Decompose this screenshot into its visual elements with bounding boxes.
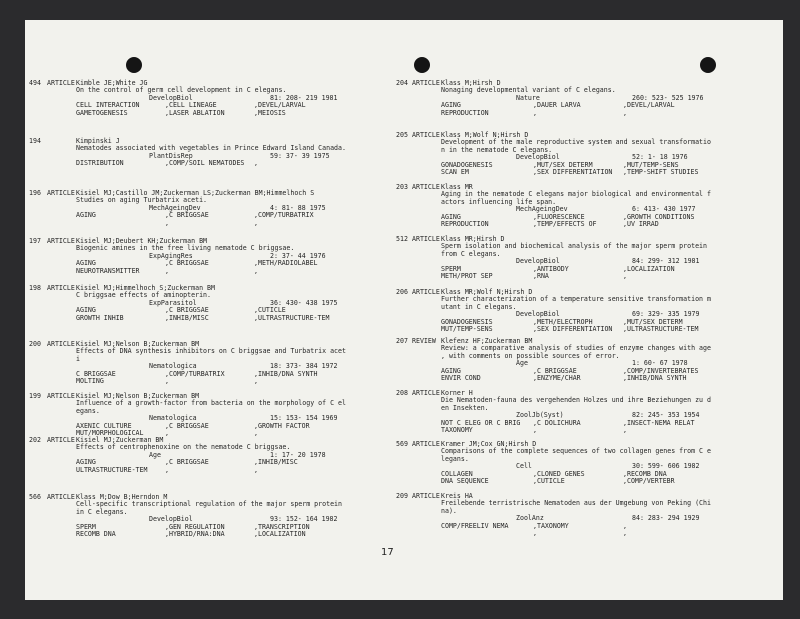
entry-code: 199: [29, 392, 41, 400]
entry-title: Comparisons of the complete sequences of two collagen genes from C e: [441, 447, 711, 456]
entry-code: 200: [29, 340, 41, 348]
keyword: ,DEVEL/LARVAL: [254, 101, 306, 110]
keyword: AGING: [76, 259, 96, 268]
entry-authors: Kisiel MJ;Nelson B;Zuckerman BM: [76, 392, 200, 400]
entry-type: ARTICLE: [47, 284, 75, 292]
keyword: SCAN EM: [441, 167, 469, 176]
keyword: ,CELL LINEAGE: [165, 101, 217, 110]
keyword-row: [396, 523, 781, 530]
entry-type: ARTICLE: [47, 392, 75, 400]
journal-name: PlantDisRep: [149, 151, 193, 160]
keyword: ,: [623, 528, 627, 537]
keyword: ,CUTICLE: [254, 306, 286, 315]
keyword: DISTRIBUTION: [76, 159, 124, 168]
bibliography-entry: [396, 390, 781, 434]
keyword: ,: [623, 108, 627, 117]
keyword-row: [29, 220, 389, 227]
journal-name: Nature: [516, 93, 540, 102]
keyword: MUT/MORPHOLOGICAL: [76, 428, 144, 437]
keyword: COMP/FREELIV NEMA: [441, 521, 509, 530]
journal-name: ExpParasitol: [149, 298, 197, 307]
journal-name: Cell: [516, 462, 532, 471]
citation: 84: 299- 312 1981: [632, 257, 700, 266]
entry-type: ARTICLE: [47, 79, 75, 87]
keyword: ,C BRIGGSAE: [165, 421, 209, 430]
keyword: ,LOCALIZATION: [623, 264, 675, 273]
journal-name: Age: [149, 450, 161, 459]
keyword: ,FLUORESCENCE: [533, 212, 585, 221]
entry-title: Freilebende terristrische Nematoden aus der Umgebung von Peking (Chi: [441, 499, 711, 508]
entry-code: 197: [29, 237, 41, 245]
citation: 4: 81- 88 1975: [270, 203, 326, 212]
entry-code: 196: [29, 189, 41, 197]
keyword: ,: [254, 159, 258, 168]
keyword: ENVIR COND: [441, 373, 481, 382]
keyword: AGING: [76, 211, 96, 220]
keyword: ,ENZYME/CHAR: [533, 373, 581, 382]
keyword: AGING: [441, 366, 461, 375]
entry-title-continued: legans.: [441, 454, 469, 463]
entry-line: [396, 405, 781, 412]
keyword: ,MUT/SEX DETERM: [623, 317, 683, 326]
entry-type: ARTICLE: [412, 492, 440, 500]
keyword: ,MEIOSIS: [254, 108, 286, 117]
keyword: ,LOCALIZATION: [254, 529, 306, 538]
keyword-row: [396, 478, 781, 485]
bibliography-entry: [29, 138, 389, 168]
journal-name: DevelopBiol: [516, 257, 560, 266]
keyword: ,: [254, 465, 258, 474]
entry-line: [396, 147, 781, 154]
citation: 36: 430- 438 1975: [270, 298, 338, 307]
entry-title-continued: , with comments on possible sources of error.: [441, 351, 620, 360]
journal-name: DevelopBiol: [516, 310, 560, 319]
keyword: ,: [165, 218, 169, 227]
entry-type: ARTICLE: [47, 189, 75, 197]
entry-type: REVIEW: [412, 337, 436, 345]
entry-line: [396, 353, 781, 360]
journal-name: ZoolJb(Syst): [516, 411, 564, 420]
citation: 260: 523- 525 1976: [632, 93, 704, 102]
keyword: ,INSECT-NEMA RELAT: [623, 418, 695, 427]
entry-type: ARTICLE: [412, 389, 440, 397]
keyword: ,TRANSCRIPTION: [254, 522, 310, 531]
keyword-row: [396, 169, 781, 176]
keyword: ,GROWTH CONDITIONS: [623, 212, 695, 221]
entry-type: ARTICLE: [412, 131, 440, 139]
keyword: ,C BRIGGSAE: [165, 211, 209, 220]
entry-authors: Kisiel MJ;Zuckerman BM: [76, 436, 164, 444]
entry-title: Aging in the nematode C elegans major biological and environmental f: [441, 190, 711, 199]
keyword: SPERM: [76, 522, 96, 531]
keyword: ,METH/RADIOLABEL: [254, 259, 318, 268]
keyword: ,: [165, 266, 169, 275]
entry-authors: Klass M;Hirsh D: [441, 79, 501, 87]
keyword: ,: [165, 428, 169, 437]
keyword: ,LASER ABLATION: [165, 108, 225, 117]
keyword: ,: [533, 425, 537, 434]
entry-line: [29, 444, 389, 451]
keyword-row: [396, 273, 781, 280]
citation: 1: 17- 20 1978: [270, 450, 326, 459]
entry-type: ARTICLE: [47, 493, 75, 501]
keyword-row: [29, 467, 389, 474]
keyword-row: [29, 378, 389, 385]
keyword: ,: [533, 108, 537, 117]
entry-type: ARTICLE: [47, 237, 75, 245]
keyword-row: [396, 221, 781, 228]
entry-title: Cell-specific transcriptional regulation of the major sperm protein: [76, 500, 342, 509]
entry-title: Nematodes associated with vegetables in Prince Edward Island Canada.: [76, 144, 346, 153]
keyword-row: [396, 110, 781, 117]
bibliography-entry: [29, 437, 389, 474]
entry-authors: Klass MR: [441, 183, 473, 191]
entry-line: [29, 245, 389, 252]
keyword: REPRODUCTION: [441, 108, 489, 117]
citation: 6: 413- 430 1977: [632, 205, 696, 214]
keyword-row: [396, 326, 781, 333]
keyword: ,DEVEL/LARVAL: [623, 101, 675, 110]
bibliography-entry: [29, 285, 389, 322]
citation: 81: 208- 219 1981: [270, 93, 338, 102]
entry-title-continued: in C elegans.: [76, 507, 128, 516]
journal-name: MechAgeingDev: [516, 205, 568, 214]
keyword: ,RECOMB DNA: [623, 469, 667, 478]
keyword: ,C BRIGGSAE: [165, 306, 209, 315]
keyword-row: [396, 530, 781, 537]
citation: 18: 373- 384 1972: [270, 362, 338, 371]
keyword: COLLAGEN: [441, 469, 473, 478]
keyword: GROWTH INHIB: [76, 313, 124, 322]
keyword: ,INHIB/MISC: [165, 313, 209, 322]
keyword-row: [29, 268, 389, 275]
keyword: REPRODUCTION: [441, 219, 489, 228]
keyword-row: [29, 110, 389, 117]
keyword: ,: [623, 521, 627, 530]
keyword: GONADOGENESIS: [441, 160, 493, 169]
entry-authors: Kisiel MJ;Castillo JM;Zuckerman LS;Zuckerman BM;Himmelhoch S: [76, 189, 315, 197]
entry-code: 569: [396, 440, 408, 448]
keyword: C BRIGGSAE: [76, 369, 116, 378]
bibliography-entry: [396, 289, 781, 333]
keyword: ,SEX DIFFERENTIATION: [533, 167, 613, 176]
keyword: ,RNA: [533, 271, 549, 280]
entry-code: 208: [396, 389, 408, 397]
keyword-row: [396, 375, 781, 382]
entry-line: [396, 199, 781, 206]
journal-name: Age: [516, 359, 528, 368]
keyword: ,: [254, 266, 258, 275]
entry-code: 205: [396, 131, 408, 139]
entry-line: [396, 251, 781, 258]
keyword-row: [29, 531, 389, 538]
entry-title: Nonaging developmental variant of C elegans.: [441, 86, 616, 95]
entry-title-continued: utant in C elegans.: [441, 302, 517, 311]
entry-authors: Kramer JM;Cox GN;Hirsh D: [441, 440, 537, 448]
keyword: NOT C ELEG OR C BRIG: [441, 418, 521, 427]
entry-title: C briggsae effects of aminopterin.: [76, 291, 211, 300]
entry-code: 204: [396, 79, 408, 87]
keyword: ,GEN REGULATION: [165, 522, 225, 531]
citation: 82: 245- 353 1954: [632, 411, 700, 420]
entry-authors: Kisiel MJ;Nelson B;Zuckerman BM: [76, 340, 200, 348]
keyword: ,C BRIGGSAE: [165, 259, 209, 268]
keyword: ,COMP/SOIL NEMATODES: [165, 159, 245, 168]
entry-type: ARTICLE: [412, 288, 440, 296]
entry-title-continued: en Insekten.: [441, 403, 489, 412]
keyword: ,C BRIGGSAE: [533, 366, 577, 375]
entry-title: Sperm isolation and biochemical analysis of the major sperm protein: [441, 242, 707, 251]
entry-authors: Kimpinski J: [76, 137, 120, 145]
entry-authors: Klefenz HF;Zuckerman BM: [441, 337, 533, 345]
page-number: 17: [381, 547, 394, 558]
keyword: ,TEMP/EFFECTS OF: [533, 219, 597, 228]
keyword: AGING: [76, 306, 96, 315]
bibliography-entry: [396, 338, 781, 382]
bibliography-entry: [29, 80, 389, 117]
journal-name: DevelopBiol: [516, 153, 560, 162]
entry-authors: Klass MR;Hirsh D: [441, 235, 505, 243]
keyword: ULTRASTRUCTURE-TEM: [76, 465, 148, 474]
entry-line: [29, 348, 389, 355]
entry-authors: Kisiel MJ;Himmelhoch S;Zuckerman BM: [76, 284, 215, 292]
punch-hole: [126, 57, 142, 73]
entry-line: [29, 197, 389, 204]
keyword: ,: [165, 376, 169, 385]
keyword: ,CUTICLE: [533, 476, 565, 485]
keyword: TAXONOMY: [441, 425, 473, 434]
keyword: ,TEMP-SHIFT STUDIES: [623, 167, 699, 176]
entry-authors: Kimble JE;White JG: [76, 79, 148, 87]
keyword: ,MUT/TEMP-SENS: [623, 160, 679, 169]
keyword: ,C DOLICHURA: [533, 418, 581, 427]
punch-hole: [414, 57, 430, 73]
citation: 93: 152- 164 1982: [270, 515, 338, 524]
entry-code: 198: [29, 284, 41, 292]
journal-name: DevelopBiol: [149, 93, 193, 102]
entry-line: [396, 87, 781, 94]
entry-code: 512: [396, 235, 408, 243]
bibliography-entry: [396, 493, 781, 537]
entry-title-continued: egans.: [76, 406, 100, 415]
entry-type: ARTICLE: [412, 183, 440, 191]
keyword: AXENIC CULTURE: [76, 421, 132, 430]
entry-title: Review: a comparative analysis of studies of enzyme changes with age: [441, 344, 711, 353]
keyword: ,METH/ELECTROPH: [533, 317, 593, 326]
keyword: ,: [254, 376, 258, 385]
entry-authors: Korner H: [441, 389, 473, 397]
keyword: ,: [623, 271, 627, 280]
keyword: ,ULTRASTRUCTURE-TEM: [623, 324, 699, 333]
keyword: SPERM: [441, 264, 461, 273]
keyword: ,COMP/TURBATRIX: [254, 211, 314, 220]
entry-code: 566: [29, 493, 41, 501]
keyword: ,HYBRID/RNA:DNA: [165, 529, 225, 538]
entry-title: Influence of a growth-factor from bacteria on the morphology of C el: [76, 399, 346, 408]
entry-title-continued: actors influencing life span.: [441, 197, 557, 206]
journal-name: ExpAgingRes: [149, 251, 193, 260]
citation: 1: 60- 67 1978: [632, 359, 688, 368]
keyword: ,: [623, 425, 627, 434]
bibliography-entry: [29, 393, 389, 437]
entry-code: 494: [29, 79, 41, 87]
citation: 2: 37- 44 1976: [270, 251, 326, 260]
keyword: ,UV IRRAD: [623, 219, 659, 228]
keyword: AGING: [76, 458, 96, 467]
keyword: AGING: [441, 101, 461, 110]
keyword: ,DAUER LARVA: [533, 101, 581, 110]
entry-type: ARTICLE: [412, 440, 440, 448]
bibliography-entry: [396, 441, 781, 485]
keyword: MUT/TEMP-SENS: [441, 324, 493, 333]
entry-line: [29, 145, 389, 152]
keyword: AGING: [441, 212, 461, 221]
entry-code: 207: [396, 337, 408, 345]
entry-title: Biogenic amines in the free living nematode C briggsae.: [76, 244, 295, 253]
bibliography-entry: [29, 341, 389, 385]
keyword: ,CLONED GENES: [533, 469, 585, 478]
entry-title: Effects of centrophenoxine on the nematode C briggsae.: [76, 443, 291, 452]
entry-type: ARTICLE: [47, 340, 75, 348]
journal-name: DevelopBiol: [149, 515, 193, 524]
keyword: METH/PROT SEP: [441, 271, 493, 280]
entry-title: Further characterization of a temperature sensitive transformation m: [441, 295, 711, 304]
entry-code: 194: [29, 137, 41, 145]
journal-name: ZoolAnz: [516, 514, 544, 523]
citation: 69: 329- 335 1979: [632, 310, 700, 319]
keyword: ,: [254, 428, 258, 437]
keyword-row: [29, 212, 389, 219]
keyword: ,COMP/VERTEBR: [623, 476, 675, 485]
bibliography-entry: [396, 236, 781, 280]
keyword: RECOMB DNA: [76, 529, 116, 538]
keyword: ,TAXONOMY: [533, 521, 569, 530]
bibliography-entry: [396, 80, 781, 117]
bibliography-entry: [29, 494, 389, 538]
entry-line: [396, 304, 781, 311]
entry-title: Development of the male reproductive system and sexual transformatio: [441, 138, 711, 147]
entry-title-continued: i: [76, 354, 80, 363]
entry-code: 206: [396, 288, 408, 296]
keyword: ,ANTIBODY: [533, 264, 569, 273]
keyword: ,GROWTH FACTOR: [254, 421, 310, 430]
journal-name: MechAgeingDev: [149, 203, 201, 212]
citation: 84: 283- 294 1929: [632, 514, 700, 523]
keyword-row: [29, 160, 389, 167]
citation: 52: 1- 18 1976: [632, 153, 688, 162]
keyword: ,: [254, 218, 258, 227]
punch-hole: [700, 57, 716, 73]
bibliography-entry: [29, 238, 389, 275]
entry-authors: Klass M;Wolf N;Hirsh D: [441, 131, 529, 139]
journal-name: Nematologica: [149, 362, 197, 371]
keyword: DNA SEQUENCE: [441, 476, 489, 485]
keyword: ,: [533, 528, 537, 537]
entry-authors: Klass M;Dow B;Herndon M: [76, 493, 168, 501]
entry-title-continued: na).: [441, 506, 457, 515]
entry-code: 203: [396, 183, 408, 191]
keyword: ,INHIB/DNA SYNTH: [254, 369, 318, 378]
citation: 59: 37- 39 1975: [270, 151, 330, 160]
entry-title-continued: n in the nematode C elegans.: [441, 145, 553, 154]
entry-title: Studies on aging Turbatrix aceti.: [76, 196, 208, 205]
journal-name: Nematologica: [149, 414, 197, 423]
keyword: ,ULTRASTRUCTURE-TEM: [254, 313, 330, 322]
entry-type: ARTICLE: [47, 436, 75, 444]
entry-title: Die Nematoden-fauna des vergehenden Holzes und ihre Beziehungen zu d: [441, 396, 711, 405]
entry-code: 202: [29, 436, 41, 444]
entry-title: On the control of germ cell development in C elegans.: [76, 86, 287, 95]
keyword-row: [29, 315, 389, 322]
bibliography-entry: [29, 190, 389, 227]
keyword-row: [396, 427, 781, 434]
citation: 30: 599- 606 1982: [632, 462, 700, 471]
keyword: CELL INTERACTION: [76, 101, 140, 110]
keyword: GAMETOGENESIS: [76, 108, 128, 117]
keyword: NEUROTRANSMITTER: [76, 266, 140, 275]
citation: 15: 153- 154 1969: [270, 414, 338, 423]
keyword: ,SEX DIFFERENTIATION: [533, 324, 613, 333]
entry-type: ARTICLE: [412, 79, 440, 87]
entry-authors: Kisiel MJ;Deubert KH;Zuckerman BM: [76, 237, 208, 245]
keyword: ,MUT/SEX DETERM: [533, 160, 593, 169]
keyword: ,C BRIGGSAE: [165, 458, 209, 467]
keyword: ,COMP/INVERTEBRATES: [623, 366, 699, 375]
keyword: ,INHIB/MISC: [254, 458, 298, 467]
keyword: GONADOGENESIS: [441, 317, 493, 326]
keyword: MOLTING: [76, 376, 104, 385]
entry-title-continued: from C elegans.: [441, 249, 501, 258]
entry-authors: Kreis HA: [441, 492, 473, 500]
keyword: ,INHIB/DNA SYNTH: [623, 373, 687, 382]
entry-authors: Klass MR;Wolf N;Hirsh D: [441, 288, 533, 296]
keyword: ,: [165, 465, 169, 474]
bibliography-entry: [396, 184, 781, 228]
bibliography-entry: [396, 132, 781, 176]
entry-line: [396, 456, 781, 463]
entry-line: [396, 508, 781, 515]
entry-type: ARTICLE: [412, 235, 440, 243]
keyword: ,COMP/TURBATRIX: [165, 369, 225, 378]
entry-title: Effects of DNA synthesis inhibitors on C briggsae and Turbatrix acet: [76, 347, 346, 356]
entry-code: 209: [396, 492, 408, 500]
